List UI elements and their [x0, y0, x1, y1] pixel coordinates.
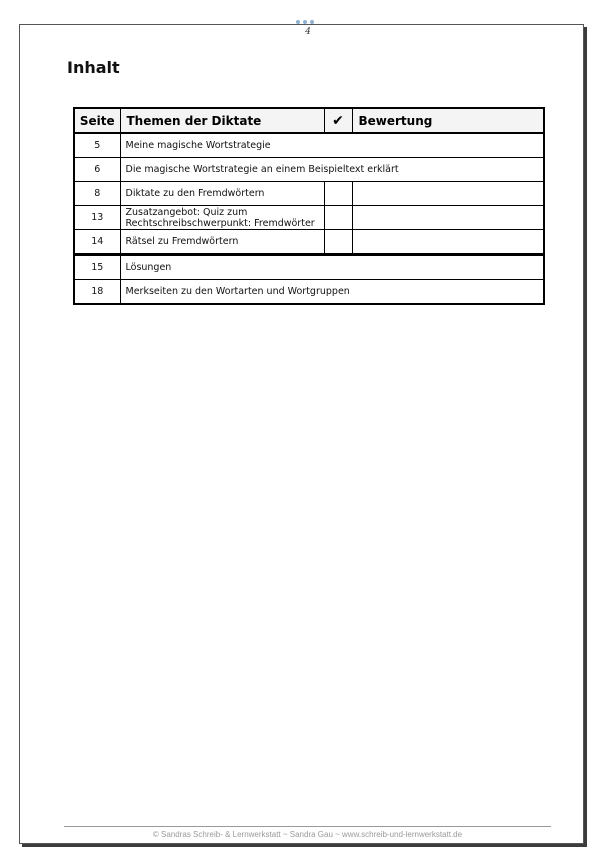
row-bewertung-cell[interactable]: [352, 230, 544, 255]
contents-table: [73, 107, 545, 305]
table-row: [74, 158, 544, 182]
row-seite: 15: [74, 255, 120, 280]
page-title: Inhalt: [67, 58, 120, 77]
header-seite: Seite: [74, 108, 120, 133]
row-thema: Lösungen: [120, 255, 544, 280]
row-seite: 5: [74, 133, 120, 158]
row-bewertung-cell[interactable]: [352, 182, 544, 206]
page-indicator-dots: [296, 20, 314, 24]
table-row: [74, 255, 544, 280]
header-bewertung: Bewertung: [352, 108, 544, 133]
table-row: [74, 280, 544, 305]
row-check-cell[interactable]: [324, 182, 352, 206]
table-row: [74, 133, 544, 158]
row-thema: Zusatzangebot: Quiz zum Rechtschreibschwerpunkt: Fremdwörter: [120, 206, 324, 230]
table-header-row: [74, 108, 544, 133]
row-seite: 18: [74, 280, 120, 305]
page-number: 4: [305, 27, 311, 37]
row-check-cell[interactable]: [324, 206, 352, 230]
checkmark-icon: ✔: [324, 108, 352, 133]
row-thema: Merkseiten zu den Wortarten und Wortgruppen: [120, 280, 544, 305]
footer-text: © Sandras Schreib- & Lernwerkstatt ~ Sandra Gau ~ www.schreib-und-lernwerkstatt.de: [152, 830, 463, 839]
table-row: [74, 230, 544, 255]
row-thema: Meine magische Wortstrategie: [120, 133, 544, 158]
table-row: [74, 206, 544, 230]
row-seite: 6: [74, 158, 120, 182]
row-thema: Die magische Wortstrategie an einem Beispieltext erklärt: [120, 158, 544, 182]
row-thema: Rätsel zu Fremdwörtern: [120, 230, 324, 255]
row-seite: 8: [74, 182, 120, 206]
table-row: [74, 182, 544, 206]
header-themen: Themen der Diktate: [120, 108, 324, 133]
row-check-cell[interactable]: [324, 230, 352, 255]
row-seite: 14: [74, 230, 120, 255]
row-seite: 13: [74, 206, 120, 230]
row-thema: Diktate zu den Fremdwörtern: [120, 182, 324, 206]
row-bewertung-cell[interactable]: [352, 206, 544, 230]
footer-divider: [64, 826, 551, 827]
